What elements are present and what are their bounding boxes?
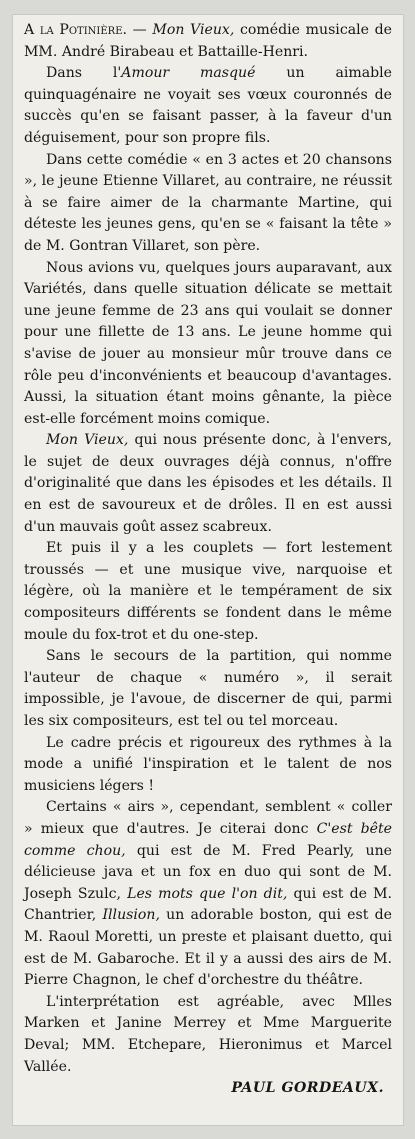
- paragraph-1-text-a: Dans l': [46, 65, 122, 82]
- paragraph-9: L'interprétation est agréable, avec Mlles Marken et Janine Merrey et Mme Marguerite Deval; MM. Etchepare, Hieronimus et Marcel Vallée.: [24, 993, 392, 1075]
- theatre-name: A la Potinière.: [24, 22, 127, 38]
- song-title-3: Illusion,: [102, 907, 160, 924]
- author-signature: PAUL GORDEAUX.: [231, 1080, 384, 1097]
- paragraph-4: [24, 430, 392, 538]
- paragraph-4-text: qui nous présente donc, à l'envers, le sujet de deux ouvrages déjà connus, n'offre d'originalité que dans les épisodes et les détails. Il en est de savoureux et de drôles. Il en est aussi d'un mauvais goût assez scabreux.: [24, 432, 392, 535]
- paragraph-8-text-b: qui est de M. Fred Pearly, une délicieuse java et un fox en duo qui sont de M. Joseph Szulc,: [24, 842, 392, 902]
- paragraph-2: Dans cette comédie « en 3 actes et 20 chansons », le jeune Etienne Villaret, au contraire, ne réussit à se faire aimer de la charmante Martine, qui déteste les jeunes gens, qu'en se « faisant la tête » de M. Gontran Villaret, son père.: [24, 151, 392, 254]
- paragraph-6: Sans le secours de la partition, qui nomme l'auteur de chaque « numéro », il serait impossible, je l'avoue, de discerner de qui, parmi les six compositeurs, est tel ou tel morceau.: [24, 648, 392, 729]
- paragraph-1: [24, 63, 392, 149]
- paragraph-7: Le cadre précis et rigoureux des rythmes à la mode a unifié l'inspiration et le talent de nos musiciens légers !: [24, 734, 392, 794]
- paragraph-4-title: Mon Vieux,: [46, 432, 129, 449]
- song-title-1: C'est bête comme chou,: [24, 820, 392, 859]
- newspaper-clipping: [12, 14, 404, 1126]
- paragraph-1-title: Amour masqué: [121, 65, 256, 82]
- paragraph-8-text-a: Certains « airs », cependant, semblent « coller » mieux que d'autres. Je citerai donc: [24, 799, 392, 837]
- paragraph-3: Nous avions vu, quelques jours auparavant, aux Variétés, dans quelle situation délicate se mettait une jeune femme de 23 ans qui voulait se donner pour une fillette de 13 ans. Le jeune homme qui s'avise de jouer au monsieur mûr trouve dans ce rôle peu d'inconvénients et beaucoup d'avantages. Aussi, la situation étant moins gênante, la pièce est-elle forcément moins comique.: [24, 259, 392, 427]
- article-heading: [24, 20, 392, 63]
- heading-dash: —: [126, 22, 153, 38]
- paragraph-8: [24, 797, 392, 991]
- paragraph-8-text-d: un adorable boston, qui est de M. Raoul Moretti, un preste et plaisant duetto, qui est de M. Gabaroche. Et il y a aussi des airs de M. Pierre Chagnon, le chef d'orchestre du théâtre.: [24, 907, 392, 989]
- song-title-2: Les mots que l'on dit,: [127, 885, 288, 902]
- paragraph-5: Et puis il y a les couplets — fort lestement troussés — et une musique vive, narquoise et légère, où la manière et le tempérament de six compositeurs différents se fondent dans le même moule du fox-trot et du one-step.: [24, 540, 392, 643]
- heading-description: comédie musicale de MM. André Birabeau et Battaille-Henri.: [24, 22, 392, 60]
- paragraph-8-text-c: qui est de M. Chantrier,: [24, 885, 392, 924]
- review-article: [24, 20, 392, 1100]
- paragraph-1-text-b: un aimable quinquagénaire ne voyait ses vœux couronnés de succès qu'en se faisant passer, à la faveur d'un déguisement, pour son propre fils.: [24, 65, 392, 146]
- play-title: Mon Vieux,: [152, 22, 235, 38]
